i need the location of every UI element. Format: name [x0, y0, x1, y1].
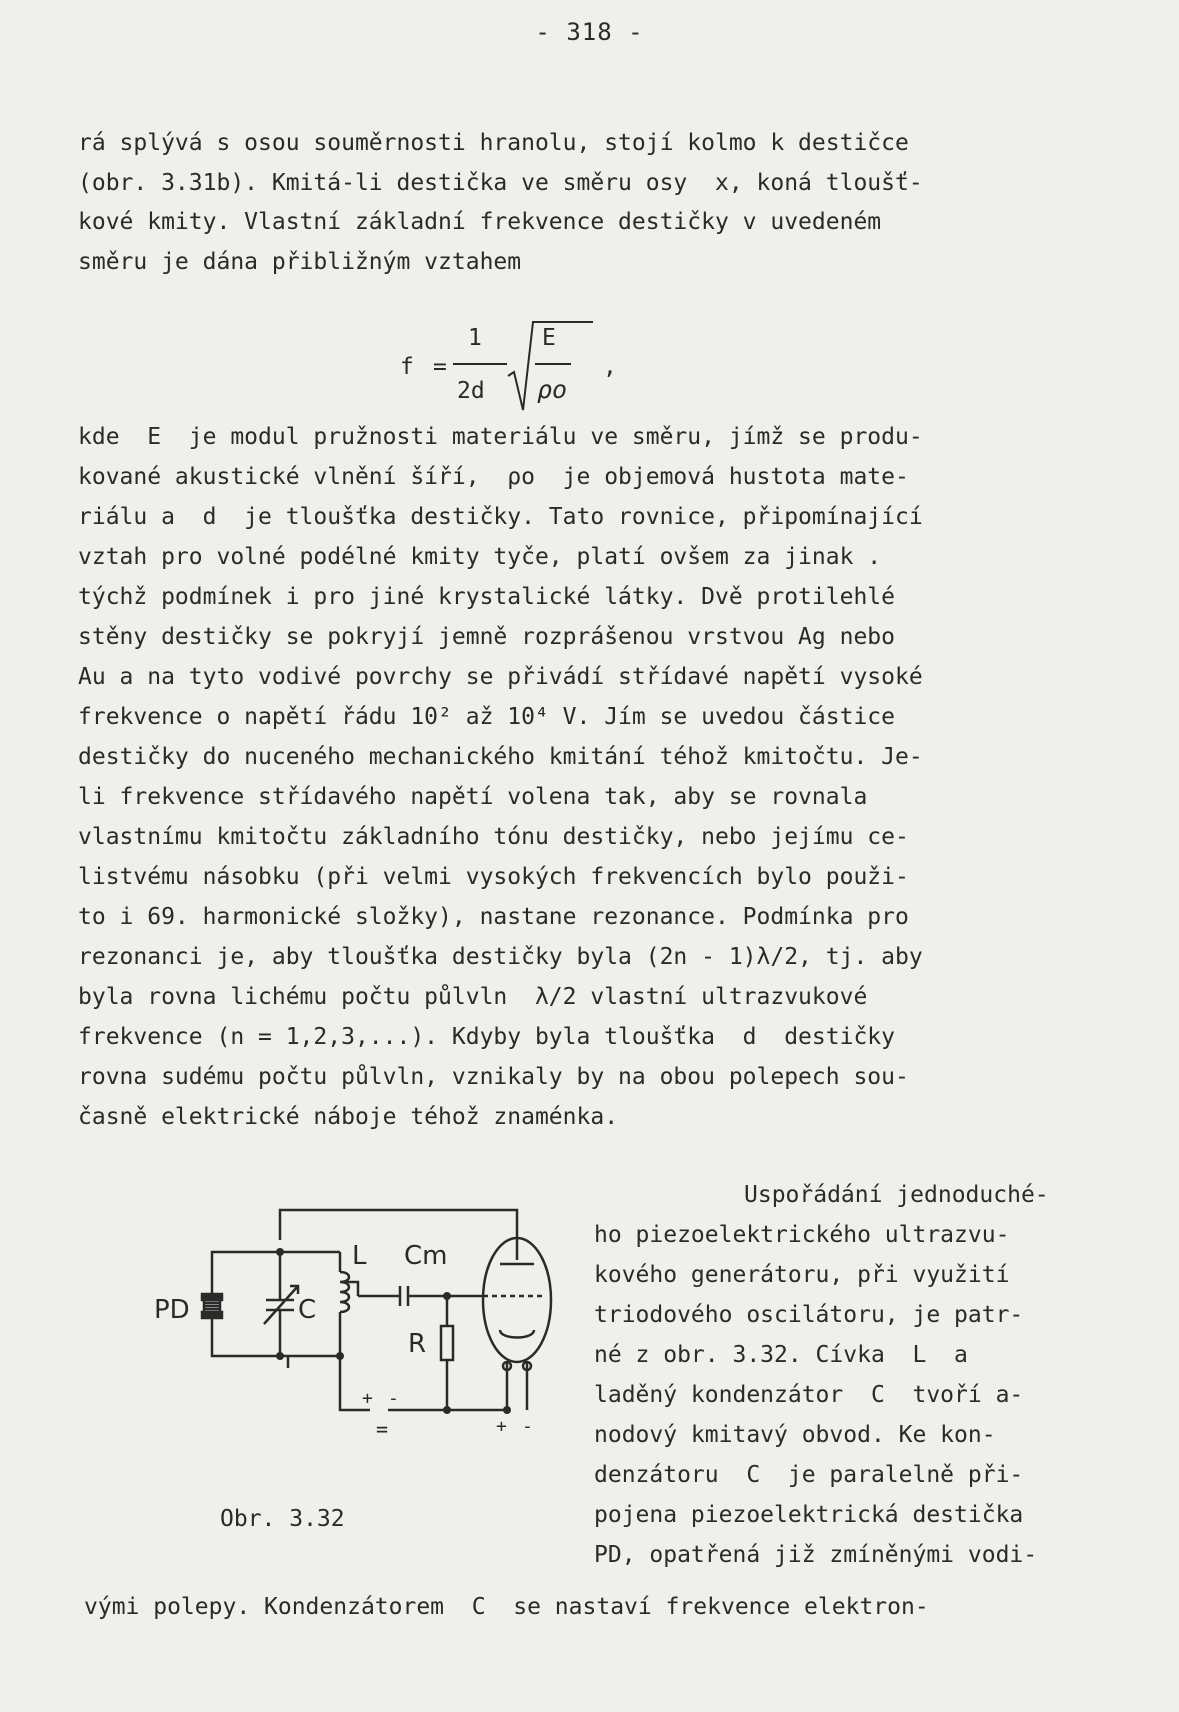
- text-line: vými polepy. Kondenzátorem C se nastaví frekvence elektron-: [84, 1594, 929, 1620]
- text-line: kde E je modul pružnosti materiálu ve směru, jímž se produ-: [78, 424, 923, 450]
- figure-caption: Obr. 3.32: [220, 1506, 345, 1532]
- label-c: C: [298, 1295, 317, 1325]
- text-line: triodového oscilátoru, je patr-: [594, 1302, 1024, 1328]
- wire-left-bottom: [212, 1318, 340, 1356]
- formula-equals: =: [433, 354, 447, 380]
- text-line: vlastnímu kmitočtu základního tónu destičky, nebo jejímu ce-: [78, 824, 909, 850]
- text-line: rovna sudému počtu půlvln, vznikaly by na obou polepech sou-: [78, 1064, 909, 1090]
- text-line: pojena piezoelektrická destička: [594, 1502, 1024, 1528]
- junction-dot: [443, 1406, 451, 1414]
- wire-top: [280, 1210, 517, 1240]
- formula: [395, 318, 685, 414]
- text-line: frekvence (n = 1,2,3,...). Kdyby byla tloušťka d destičky: [78, 1024, 895, 1050]
- text-line: rá splývá s osou souměrnosti hranolu, stojí kolmo k destičce: [78, 130, 909, 156]
- text-line: destičky do nuceného mechanického kmitání téhož kmitočtu. Je-: [78, 744, 923, 770]
- text-line: frekvence o napětí řádu 10² až 10⁴ V. Jím se uvedou částice: [78, 704, 895, 730]
- text-line: kované akustické vlnění šíří, ρo je objemová hustota mate-: [78, 464, 909, 490]
- formula-root-numerator: E: [542, 325, 556, 351]
- junction-dot: [336, 1352, 344, 1360]
- text-line: né z obr. 3.32. Cívka L a: [594, 1342, 968, 1368]
- text-line: ho piezoelektrického ultrazvu-: [594, 1222, 1010, 1248]
- text-line: Uspořádání jednoduché-: [744, 1182, 1049, 1208]
- text-line: listvému násobku (při velmi vysokých frekvencích bylo použi-: [78, 864, 909, 890]
- text-line: stěny destičky se pokryjí jemně rozprášenou vrstvou Ag nebo: [78, 624, 895, 650]
- wire-left-top: [212, 1252, 340, 1294]
- text-line: li frekvence střídavého napětí volena tak, aby se rovnala: [78, 784, 868, 810]
- label-minus: -: [388, 1388, 399, 1409]
- formula-root-denominator: ρo: [537, 375, 568, 404]
- text-line: denzátoru C je paralelně při-: [594, 1462, 1024, 1488]
- text-line: PD, opatřená již zmíněnými vodi-: [594, 1542, 1038, 1568]
- formula-trailing: ,: [603, 354, 617, 380]
- circuit-diagram: [140, 1200, 580, 1460]
- label-r: R: [408, 1329, 427, 1359]
- resistor: [441, 1326, 453, 1360]
- text-line: vztah pro volné podélné kmity tyče, platí ovšem za jinak .: [78, 544, 882, 570]
- junction-dot: [276, 1248, 284, 1256]
- text-line: to i 69. harmonické složky), nastane rezonance. Podmínka pro: [78, 904, 909, 930]
- text-line: kového generátoru, při využití: [594, 1262, 1010, 1288]
- tube-cathode: [500, 1330, 534, 1338]
- label-plus: +: [496, 1416, 507, 1437]
- text-line: týchž podmínek i pro jiné krystalické látky. Dvě protilehlé: [78, 584, 895, 610]
- label-pd: PD: [154, 1295, 190, 1325]
- text-line: kové kmity. Vlastní základní frekvence destičky v uvedeném: [78, 209, 882, 235]
- text-line: směru je dána přibližným vztahem: [78, 249, 522, 275]
- junction-dot: [276, 1352, 284, 1360]
- label-cm: Cm: [404, 1241, 448, 1271]
- coil: [340, 1272, 349, 1312]
- label-minus: -: [522, 1416, 533, 1437]
- text-line: rezonanci je, aby tloušťka destičky byla (2n - 1)λ/2, tj. aby: [78, 944, 923, 970]
- label-l: L: [352, 1241, 367, 1271]
- formula-denominator: 2d: [457, 378, 485, 404]
- text-line: nodový kmitavý obvod. Ke kon-: [594, 1422, 996, 1448]
- text-line: laděný kondenzátor C tvoří a-: [594, 1382, 1024, 1408]
- text-line: časně elektrické náboje téhož znaménka.: [78, 1104, 619, 1130]
- text-line: byla rovna lichému počtu půlvln λ/2 vlastní ultrazvukové: [78, 984, 868, 1010]
- text-line: Au a na tyto vodivé povrchy se přivádí střídavé napětí vysoké: [78, 664, 923, 690]
- label-dc: =: [376, 1417, 389, 1441]
- label-plus: +: [362, 1388, 373, 1409]
- formula-lhs: f: [400, 354, 414, 380]
- text-line: riálu a d je tloušťka destičky. Tato rovnice, připomínající: [78, 504, 923, 530]
- formula-numerator: 1: [468, 325, 482, 351]
- junction-dot: [503, 1406, 511, 1414]
- page-number: - 318 -: [535, 18, 644, 46]
- text-line: (obr. 3.31b). Kmitá-li destička ve směru osy x, koná tloušť-: [78, 170, 923, 196]
- junction-dot: [443, 1292, 451, 1300]
